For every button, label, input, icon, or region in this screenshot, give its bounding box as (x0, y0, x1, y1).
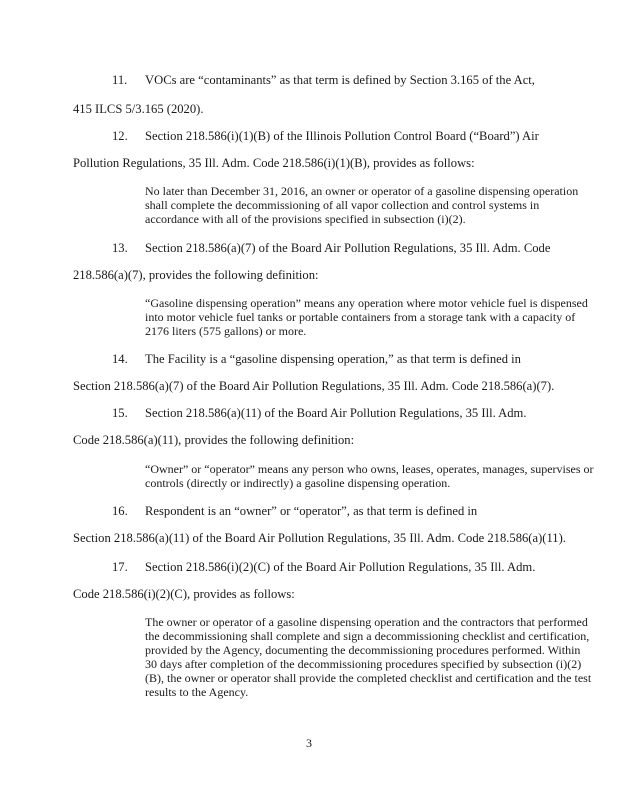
paragraph-text: Respondent is an “owner” or “operator”, as that term is defined in (145, 504, 478, 518)
paragraph-text: The Facility is a “gasoline dispensing operation,” as that term is defined in (145, 352, 521, 366)
paragraph-text: Section 218.586(a)(7) of the Board Air Pollution Regulations, 35 Ill. Adm. Code 218.586(a)(7). (73, 379, 555, 393)
paragraph-text: Code 218.586(i)(2)(C), provides as follows: (73, 587, 295, 601)
paragraph-text: Section 218.586(a)(11) of the Board Air Pollution Regulations, 35 Ill. Adm. (145, 406, 527, 420)
paragraph-text: VOCs are “contaminants” as that term is defined by Section 3.165 of the Act, (145, 73, 535, 87)
paragraph-text: Code 218.586(a)(11), provides the following definition: (73, 433, 355, 447)
paragraph-text: Section 218.586(i)(1)(B) of the Illinois Pollution Control Board (“Board”) Air (145, 129, 539, 143)
page-number: 3 (306, 736, 312, 750)
block-quote: The owner or operator of a gasoline dispensing operation and the contractors that performed the decommissioning shall complete and sign a decommissioning checklist and certification, provided by the Agency, documenting the decommissioning procedures performed. Within 30 days after completion of the decommissioning procedures specified by subsection (i)(2)(B), the owner or operator shall provide the completed checklist and certification and the test results to the Agency. (145, 615, 592, 699)
paragraph-text: 218.586(a)(7), provides the following definition: (73, 268, 319, 282)
paragraph-number: 12. (112, 129, 128, 143)
paragraph-number: 13. (112, 241, 128, 255)
paragraph-number: 16. (112, 504, 128, 518)
paragraph-text: Section 218.586(a)(11) of the Board Air Pollution Regulations, 35 Ill. Adm. Code 218.586(a)(11). (73, 531, 566, 545)
block-quote: “Owner” or “operator” means any person who owns, leases, operates, manages, supervises or controls (directly or indirectly) a gasoline dispensing operation. (145, 462, 594, 490)
paragraph-text: 415 ILCS 5/3.165 (2020). (73, 102, 204, 116)
paragraph-number: 14. (112, 352, 128, 366)
paragraph-number: 11. (112, 73, 128, 87)
block-quote: “Gasoline dispensing operation” means any operation where motor vehicle fuel is dispensed into motor vehicle fuel tanks or portable containers from a storage tank with a capacity of 2176 liters (575 gallons) or more. (145, 296, 588, 338)
paragraph-text: Pollution Regulations, 35 Ill. Adm. Code 218.586(i)(1)(B), provides as follows: (73, 156, 475, 170)
block-quote: No later than December 31, 2016, an owner or operator of a gasoline dispensing operation shall complete the decommissioning of all vapor collection and control systems in accordance with all of the provisions specified in subsection (i)(2). (145, 184, 579, 226)
paragraph-number: 15. (112, 406, 128, 420)
paragraph-text: Section 218.586(a)(7) of the Board Air Pollution Regulations, 35 Ill. Adm. Code (145, 241, 551, 255)
paragraph-text: Section 218.586(i)(2)(C) of the Board Air Pollution Regulations, 35 Ill. Adm. (145, 560, 536, 574)
paragraph-number: 17. (112, 560, 128, 574)
